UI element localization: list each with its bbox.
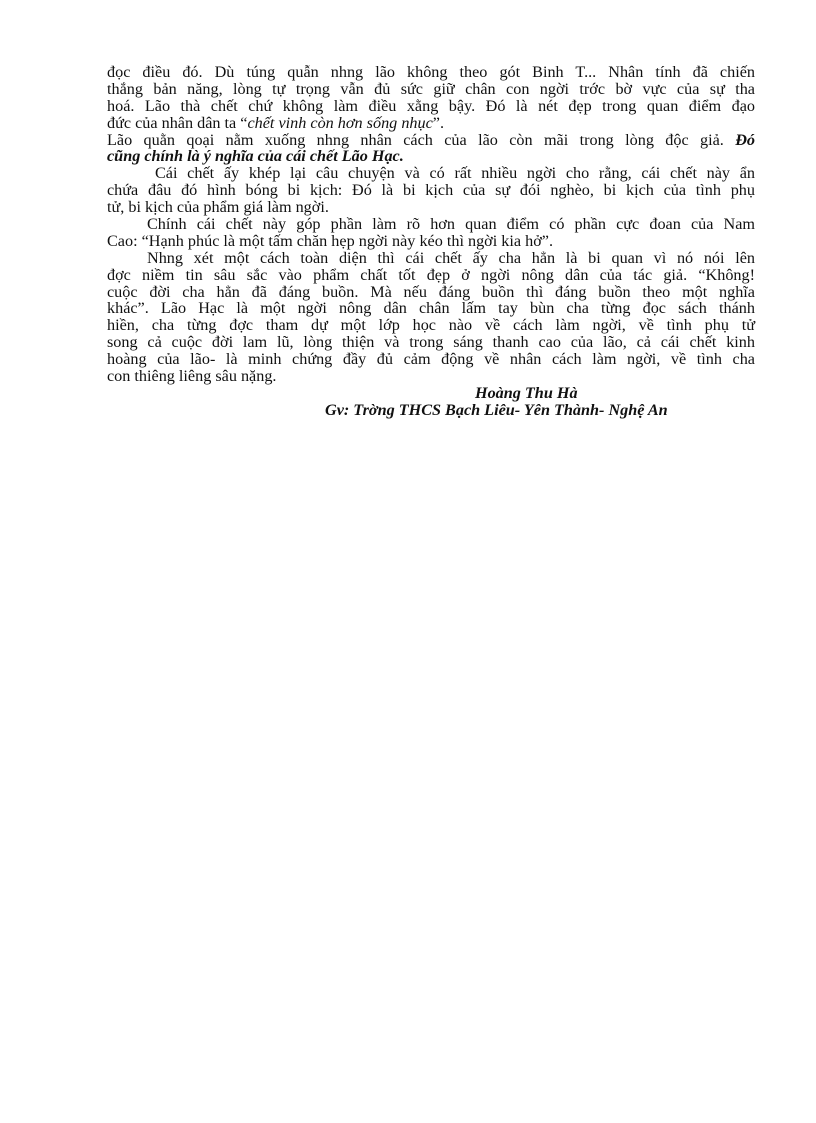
text-line: con thiêng liêng sâu nặng. (107, 367, 277, 386)
text-line (107, 132, 755, 149)
text-segment: ”. (432, 113, 445, 132)
text-line: đọc điều đó. Dù túng quẫn nhng lão không theo gót Binh T... Nhân tính đã chiến (107, 63, 755, 81)
document-page (107, 64, 755, 419)
text-line: hiền, cha từng đợc tham dự một lớp học nào về cách làm ngời, về tình phụ tử (107, 316, 755, 335)
emphasis-line: cũng chính là ý nghĩa của cái chết Lão Hạc. (107, 147, 404, 166)
text-segment: đức của nhân dân ta “ (107, 113, 248, 132)
text-line: thắng bản năng, lòng tự trọng vẫn đủ sức giữ chân con ngời trớc bờ vực của sự tha (107, 79, 755, 98)
text-line: khác”. Lão Hạc là một ngời nông dân chân lấm tay bùn cha từng đọc sách thánh (107, 299, 755, 318)
quote-italic: chết vinh còn hơn sống nhục (247, 113, 433, 132)
text-segment: Lão quằn qoại nằm xuống nhng nhân cách của lão còn mãi trong lòng độc giả. (107, 130, 736, 149)
text-line: tử, bi kịch của phẩm giá làm ngời. (107, 198, 329, 217)
paragraph-4 (107, 216, 755, 250)
paragraph-3 (107, 165, 755, 216)
text-line (107, 115, 755, 132)
signature-block (107, 385, 755, 419)
text-line: hoá. Lão thà chết chứ không làm điều xằng bậy. Đó là nét đẹp trong quan điểm đạo (107, 96, 755, 115)
text-line: Cao: “Hạnh phúc là một tấm chăn hẹp ngời này kéo thì ngời kia hở”. (107, 231, 553, 250)
text-line: Cái chết ấy khép lại câu chuyện và có rất nhiều ngời cho rằng, cái chết này ẩn (155, 164, 755, 183)
author-affiliation: Gv: Trờng THCS Bạch Liêu- Yên Thành- Nghệ An (325, 400, 668, 419)
paragraph-1 (107, 64, 755, 132)
emphasis-bold-italic: Đó (735, 130, 755, 149)
text-line: song cả cuộc đời lam lũ, lòng thiện và trong sáng thanh cao của lão, cả cái chết kinh (107, 333, 755, 352)
text-line: cuộc đời cha hẳn đã đáng buồn. Mà nếu đáng buồn thì đáng buồn theo một nghĩa (107, 282, 755, 301)
paragraph-2 (107, 132, 755, 166)
text-line: đợc niềm tin sâu sắc vào phẩm chất tốt đẹp ở ngời nông dân của tác giả. “Không! (107, 265, 755, 284)
text-line: Chính cái chết này góp phần làm rõ hơn quan điểm có phần cực đoan của Nam (147, 215, 755, 234)
paragraph-5 (107, 250, 755, 385)
text-line: hoàng của lão- là minh chứng đầy đủ cảm động về nhân cách làm ngời, về tình cha (107, 350, 755, 369)
author-name: Hoàng Thu Hà (475, 383, 578, 402)
text-line: Nhng xét một cách toàn diện thì cái chết ấy cha hẳn là bi quan vì nó nói lên (147, 248, 755, 267)
text-line: chứa đâu đó hình bóng bi kịch: Đó là bi kịch của sự đói nghèo, bi kịch của tình phụ (107, 181, 755, 200)
